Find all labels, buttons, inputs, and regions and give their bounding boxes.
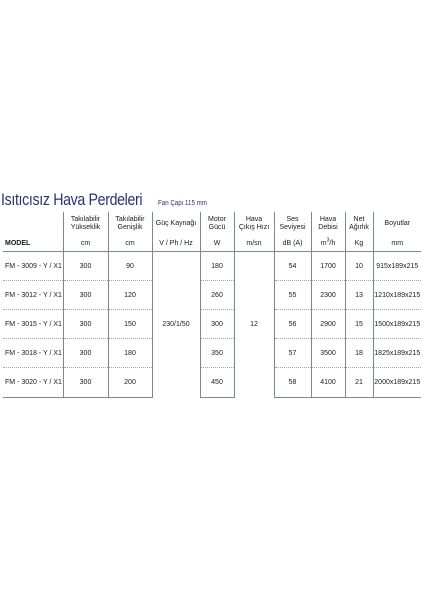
- cell-model: FM - 3015 - Y / X1: [3, 310, 63, 339]
- cell-debi: 1700: [311, 252, 345, 281]
- unit-genislik: cm: [108, 236, 152, 252]
- cell-model: FM - 3009 - Y / X1: [3, 252, 63, 281]
- cell-yukseklik: 300: [63, 310, 108, 339]
- header-model-empty: [3, 212, 63, 236]
- table-row: [3, 281, 421, 310]
- cell-ses: 58: [274, 368, 311, 398]
- unit-guc-kaynagi: V / Ph / Hz: [152, 236, 200, 252]
- header-genislik: Takılabilir Genişlik: [108, 212, 152, 236]
- cell-debi: 4100: [311, 368, 345, 398]
- cell-agirlik: 18: [345, 339, 373, 368]
- unit-yukseklik: cm: [63, 236, 108, 252]
- cell-boyut: 1825x189x215: [373, 339, 421, 368]
- cell-debi: 3500: [311, 339, 345, 368]
- cell-boyut: 1500x189x215: [373, 310, 421, 339]
- header-debi: Hava Debisi: [311, 212, 345, 236]
- cell-genislik: 150: [108, 310, 152, 339]
- cell-genislik: 200: [108, 368, 152, 398]
- unit-ses: dB (A): [274, 236, 311, 252]
- header-hava-hizi: Hava Çıkış Hızı: [234, 212, 274, 236]
- cell-agirlik: 15: [345, 310, 373, 339]
- cell-ses: 55: [274, 281, 311, 310]
- cell-ses: 56: [274, 310, 311, 339]
- cell-guc-kaynagi-merged: 230/1/50: [152, 252, 200, 398]
- cell-boyut: 1210x189x215: [373, 281, 421, 310]
- cell-yukseklik: 300: [63, 252, 108, 281]
- cell-motor: 300: [200, 310, 234, 339]
- cell-motor: 450: [200, 368, 234, 398]
- cell-model: FM - 3020 - Y / X1: [3, 368, 63, 398]
- spec-table: [3, 212, 421, 398]
- cell-genislik: 120: [108, 281, 152, 310]
- unit-agirlik: Kg: [345, 236, 373, 252]
- title-row: [1, 192, 213, 209]
- cell-agirlik: 10: [345, 252, 373, 281]
- cell-genislik: 90: [108, 252, 152, 281]
- cell-debi: 2900: [311, 310, 345, 339]
- header-motor-gucu: Motor Gücü: [200, 212, 234, 236]
- table-row: [3, 339, 421, 368]
- page-title: Isıtıcısız Hava Perdeleri: [1, 191, 143, 209]
- header-row-units: [3, 236, 421, 252]
- header-ses: Ses Seviyesi: [274, 212, 311, 236]
- cell-ses: 54: [274, 252, 311, 281]
- page-subtitle: Fan Çapı 115 mm: [157, 200, 207, 207]
- cell-motor: 350: [200, 339, 234, 368]
- cell-model: FM - 3018 - Y / X1: [3, 339, 63, 368]
- model-label: MODEL: [3, 236, 63, 252]
- table-row: [3, 368, 421, 398]
- cell-boyut: 915x189x215: [373, 252, 421, 281]
- table-row: [3, 252, 421, 281]
- cell-motor: 180: [200, 252, 234, 281]
- cell-hava-hizi-merged: 12: [234, 252, 274, 398]
- cell-yukseklik: 300: [63, 368, 108, 398]
- header-guc-kaynagi: Güç Kaynağı: [152, 212, 200, 236]
- header-boyutlar: Boyutlar: [373, 212, 421, 236]
- cell-boyut: 2000x189x215: [373, 368, 421, 398]
- cell-yukseklik: 300: [63, 281, 108, 310]
- cell-motor: 260: [200, 281, 234, 310]
- unit-debi: $m^3/h$: [311, 236, 345, 252]
- table-row: [3, 310, 421, 339]
- cell-agirlik: 21: [345, 368, 373, 398]
- cell-debi: 2300: [311, 281, 345, 310]
- cell-model: FM - 3012 - Y / X1: [3, 281, 63, 310]
- cell-agirlik: 13: [345, 281, 373, 310]
- unit-motor-gucu: W: [200, 236, 234, 252]
- header-agirlik: Net Ağırlık: [345, 212, 373, 236]
- cell-yukseklik: 300: [63, 339, 108, 368]
- header-yukseklik: Takılabilir Yükseklik: [63, 212, 108, 236]
- cell-genislik: 180: [108, 339, 152, 368]
- header-row-names: [3, 212, 421, 236]
- unit-hava-hizi: m/sn: [234, 236, 274, 252]
- unit-boyutlar: mm: [373, 236, 421, 252]
- cell-ses: 57: [274, 339, 311, 368]
